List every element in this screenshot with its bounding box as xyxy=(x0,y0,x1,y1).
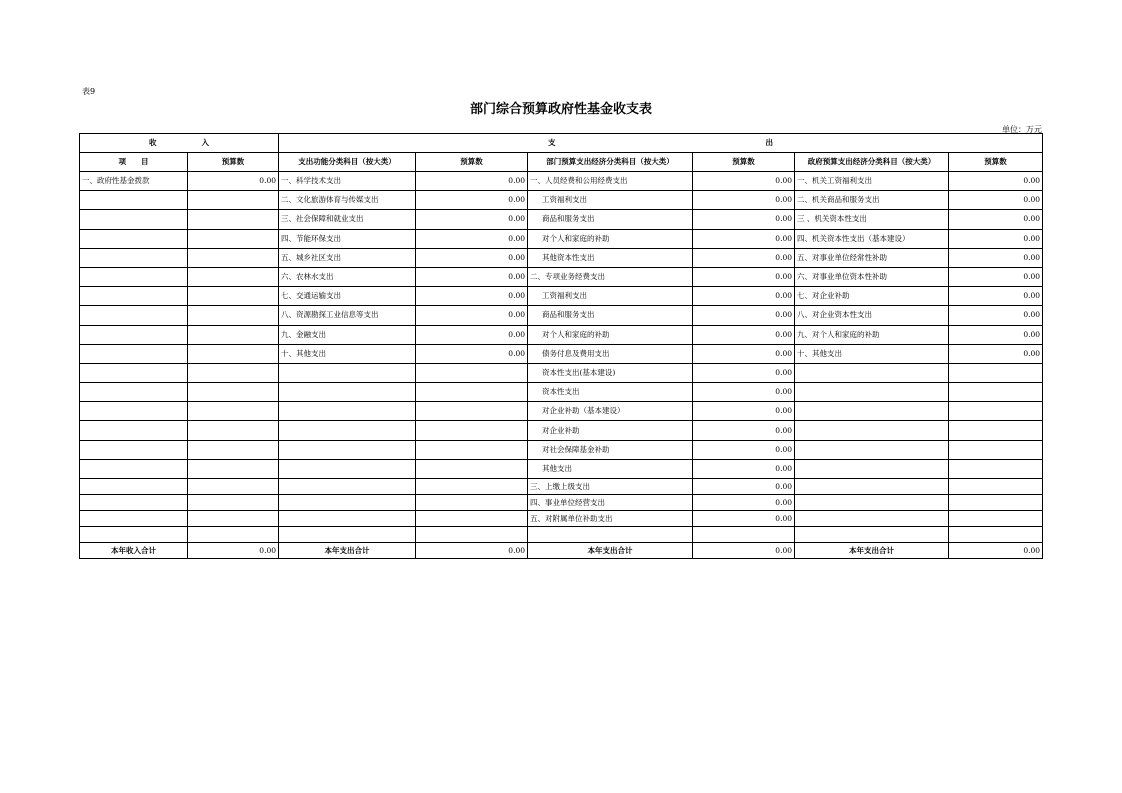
income-item-cell xyxy=(80,210,188,229)
func-item-cell xyxy=(279,511,416,527)
func-item-cell: 十、其他支出 xyxy=(279,344,416,363)
gov-budget-cell xyxy=(949,421,1043,440)
col-header-gov: 政府预算支出经济分类科目（按大类） xyxy=(795,153,949,172)
func-budget-cell: 0.00 xyxy=(416,325,528,344)
gov-item-cell xyxy=(795,479,949,495)
gov-budget-cell: 0.00 xyxy=(949,287,1043,306)
gov-budget-cell xyxy=(949,511,1043,527)
income-budget-cell xyxy=(188,248,279,267)
dept-budget-cell: 0.00 xyxy=(693,229,795,248)
gov-budget-cell xyxy=(949,527,1043,543)
func-item-cell: 五、城乡社区支出 xyxy=(279,248,416,267)
table-row xyxy=(80,479,1043,495)
func-item-cell: 一、科学技术支出 xyxy=(279,172,416,191)
func-budget-cell xyxy=(416,511,528,527)
income-budget-cell xyxy=(188,229,279,248)
func-budget-cell xyxy=(416,402,528,421)
income-item-cell xyxy=(80,402,188,421)
page-title: 部门综合预算政府性基金收支表 xyxy=(469,102,652,117)
income-item-cell: 一、政府性基金拨款 xyxy=(80,172,188,191)
func-item-cell xyxy=(279,479,416,495)
func-budget-cell: 0.00 xyxy=(416,210,528,229)
func-budget-cell: 0.00 xyxy=(416,267,528,286)
func-budget-cell xyxy=(416,421,528,440)
column-header-row xyxy=(80,153,1043,172)
func-item-cell: 九、金融支出 xyxy=(279,325,416,344)
dept-item-cell xyxy=(528,527,693,543)
gov-budget-cell: 0.00 xyxy=(949,191,1043,210)
func-budget-cell: 0.00 xyxy=(416,306,528,325)
gov-budget-cell: 0.00 xyxy=(949,325,1043,344)
income-budget-cell xyxy=(188,527,279,543)
func-budget-cell: 0.00 xyxy=(416,248,528,267)
gov-budget-cell: 0.00 xyxy=(949,344,1043,363)
table-row xyxy=(80,402,1043,421)
dept-budget-cell xyxy=(693,527,795,543)
table-row xyxy=(80,527,1043,543)
func-item-cell xyxy=(279,527,416,543)
func-item-cell xyxy=(279,402,416,421)
col-header-func: 支出功能分类科目（按大类） xyxy=(279,153,416,172)
table-row xyxy=(80,248,1043,267)
func-item-cell xyxy=(279,383,416,402)
gov-item-cell: 四、机关资本性支出（基本建设） xyxy=(795,229,949,248)
col-header-dept: 部门预算支出经济分类科目（按大类） xyxy=(528,153,693,172)
func-budget-cell xyxy=(416,479,528,495)
dept-budget-cell: 0.00 xyxy=(693,267,795,286)
col-header-budget: 预算数 xyxy=(188,153,279,172)
table-number: 表9 xyxy=(82,87,96,96)
income-budget-cell xyxy=(188,191,279,210)
income-item-cell xyxy=(80,344,188,363)
table-row xyxy=(80,306,1043,325)
dept-budget-cell: 0.00 xyxy=(693,306,795,325)
dept-budget-cell: 0.00 xyxy=(693,459,795,478)
dept-budget-cell: 0.00 xyxy=(693,191,795,210)
func-item-cell: 三、社会保障和就业支出 xyxy=(279,210,416,229)
table-row xyxy=(80,440,1043,459)
dept-item-cell: 资本性支出 xyxy=(528,383,693,402)
dept-item-cell: 三、上缴上级支出 xyxy=(528,479,693,495)
table-row xyxy=(80,363,1043,382)
dept-item-cell: 其他资本性支出 xyxy=(528,248,693,267)
func-budget-cell: 0.00 xyxy=(416,344,528,363)
gov-item-cell: 九、对个人和家庭的补助 xyxy=(795,325,949,344)
table-row xyxy=(80,191,1043,210)
gov-item-cell: 三 、机关资本性支出 xyxy=(795,210,949,229)
income-item-cell xyxy=(80,248,188,267)
col-header-budget: 预算数 xyxy=(949,153,1043,172)
func-item-cell: 六、农林水支出 xyxy=(279,267,416,286)
func-budget-cell: 0.00 xyxy=(416,172,528,191)
income-section-header: 收 入 xyxy=(80,134,279,153)
col-header-budget: 预算数 xyxy=(693,153,795,172)
section-header-row xyxy=(80,134,1043,153)
income-budget-cell: 0.00 xyxy=(188,172,279,191)
dept-budget-cell: 0.00 xyxy=(693,325,795,344)
table-row xyxy=(80,172,1043,191)
income-total-value: 0.00 xyxy=(188,543,279,559)
table-row xyxy=(80,210,1043,229)
income-item-cell xyxy=(80,440,188,459)
dept-item-cell: 商品和服务支出 xyxy=(528,306,693,325)
func-item-cell: 二、文化旅游体育与传媒支出 xyxy=(279,191,416,210)
income-item-cell xyxy=(80,383,188,402)
func-budget-cell xyxy=(416,495,528,511)
func-budget-cell xyxy=(416,527,528,543)
dept-item-cell: 对社会保障基金补助 xyxy=(528,440,693,459)
gov-budget-cell xyxy=(949,402,1043,421)
gov-item-cell xyxy=(795,421,949,440)
gov-item-cell xyxy=(795,495,949,511)
income-item-cell xyxy=(80,306,188,325)
dept-item-cell: 对企业补助 xyxy=(528,421,693,440)
dept-item-cell: 对个人和家庭的补助 xyxy=(528,229,693,248)
dept-item-cell: 债务付息及费用支出 xyxy=(528,344,693,363)
dept-budget-cell: 0.00 xyxy=(693,172,795,191)
func-total-value: 0.00 xyxy=(416,543,528,559)
budget-table xyxy=(79,133,1043,559)
income-budget-cell xyxy=(188,363,279,382)
dept-budget-cell: 0.00 xyxy=(693,421,795,440)
gov-budget-cell xyxy=(949,495,1043,511)
income-item-cell xyxy=(80,459,188,478)
income-item-cell xyxy=(80,511,188,527)
gov-total-value: 0.00 xyxy=(949,543,1043,559)
col-header-budget: 预算数 xyxy=(416,153,528,172)
income-item-cell xyxy=(80,287,188,306)
income-budget-cell xyxy=(188,267,279,286)
func-budget-cell xyxy=(416,363,528,382)
income-item-cell xyxy=(80,363,188,382)
func-item-cell xyxy=(279,459,416,478)
income-item-cell xyxy=(80,229,188,248)
func-item-cell: 七、交通运输支出 xyxy=(279,287,416,306)
dept-budget-cell: 0.00 xyxy=(693,210,795,229)
income-item-cell xyxy=(80,267,188,286)
dept-budget-cell: 0.00 xyxy=(693,402,795,421)
total-row xyxy=(80,543,1043,559)
income-item-cell xyxy=(80,479,188,495)
unit-label: 单位：万元 xyxy=(1002,125,1042,134)
table-row xyxy=(80,495,1043,511)
gov-budget-cell xyxy=(949,479,1043,495)
income-budget-cell xyxy=(188,440,279,459)
table-row xyxy=(80,229,1043,248)
gov-item-cell: 八、对企业资本性支出 xyxy=(795,306,949,325)
table-row xyxy=(80,459,1043,478)
func-item-cell: 八、资源勘探工业信息等支出 xyxy=(279,306,416,325)
table-row xyxy=(80,325,1043,344)
dept-item-cell: 工资福利支出 xyxy=(528,287,693,306)
dept-item-cell: 四、事业单位经营支出 xyxy=(528,495,693,511)
income-budget-cell xyxy=(188,511,279,527)
income-item-cell xyxy=(80,421,188,440)
dept-total-value: 0.00 xyxy=(693,543,795,559)
income-item-cell xyxy=(80,325,188,344)
table-row xyxy=(80,511,1043,527)
func-item-cell xyxy=(279,421,416,440)
dept-total-label: 本年支出合计 xyxy=(528,543,693,559)
dept-budget-cell: 0.00 xyxy=(693,479,795,495)
gov-budget-cell: 0.00 xyxy=(949,229,1043,248)
income-item-cell xyxy=(80,495,188,511)
gov-budget-cell: 0.00 xyxy=(949,248,1043,267)
income-budget-cell xyxy=(188,383,279,402)
dept-budget-cell: 0.00 xyxy=(693,511,795,527)
income-total-label: 本年收入合计 xyxy=(80,543,188,559)
table-row xyxy=(80,267,1043,286)
dept-item-cell: 其他支出 xyxy=(528,459,693,478)
func-item-cell xyxy=(279,440,416,459)
table-row xyxy=(80,383,1043,402)
gov-total-label: 本年支出合计 xyxy=(795,543,949,559)
gov-item-cell: 十、其他支出 xyxy=(795,344,949,363)
func-total-label: 本年支出合计 xyxy=(279,543,416,559)
func-budget-cell xyxy=(416,383,528,402)
dept-item-cell: 工资福利支出 xyxy=(528,191,693,210)
dept-budget-cell: 0.00 xyxy=(693,248,795,267)
gov-item-cell xyxy=(795,383,949,402)
income-budget-cell xyxy=(188,344,279,363)
gov-budget-cell: 0.00 xyxy=(949,306,1043,325)
income-budget-cell xyxy=(188,325,279,344)
gov-item-cell xyxy=(795,527,949,543)
gov-item-cell: 一、机关工资福利支出 xyxy=(795,172,949,191)
gov-item-cell: 六、对事业单位资本性补助 xyxy=(795,267,949,286)
func-budget-cell xyxy=(416,440,528,459)
gov-budget-cell: 0.00 xyxy=(949,172,1043,191)
gov-budget-cell xyxy=(949,459,1043,478)
expense-section-header: 支 出 xyxy=(279,134,1043,153)
gov-item-cell xyxy=(795,363,949,382)
table-row xyxy=(80,421,1043,440)
gov-item-cell: 五、对事业单位经常性补助 xyxy=(795,248,949,267)
dept-budget-cell: 0.00 xyxy=(693,440,795,459)
income-budget-cell xyxy=(188,479,279,495)
income-budget-cell xyxy=(188,306,279,325)
income-budget-cell xyxy=(188,402,279,421)
func-budget-cell: 0.00 xyxy=(416,191,528,210)
func-item-cell xyxy=(279,495,416,511)
gov-item-cell: 二、机关商品和服务支出 xyxy=(795,191,949,210)
dept-item-cell: 资本性支出(基本建设) xyxy=(528,363,693,382)
dept-item-cell: 五、对附属单位补助支出 xyxy=(528,511,693,527)
func-budget-cell: 0.00 xyxy=(416,287,528,306)
gov-budget-cell xyxy=(949,383,1043,402)
gov-item-cell: 七、对企业补助 xyxy=(795,287,949,306)
gov-budget-cell: 0.00 xyxy=(949,267,1043,286)
income-item-cell xyxy=(80,191,188,210)
dept-item-cell: 商品和服务支出 xyxy=(528,210,693,229)
gov-item-cell xyxy=(795,459,949,478)
gov-item-cell xyxy=(795,402,949,421)
table-row xyxy=(80,287,1043,306)
func-item-cell: 四、节能环保支出 xyxy=(279,229,416,248)
dept-budget-cell: 0.00 xyxy=(693,287,795,306)
col-header-item: 项 目 xyxy=(80,153,188,172)
gov-budget-cell: 0.00 xyxy=(949,210,1043,229)
income-budget-cell xyxy=(188,421,279,440)
income-budget-cell xyxy=(188,495,279,511)
income-item-cell xyxy=(80,527,188,543)
gov-budget-cell xyxy=(949,363,1043,382)
gov-budget-cell xyxy=(949,440,1043,459)
table-row xyxy=(80,344,1043,363)
gov-item-cell xyxy=(795,440,949,459)
func-budget-cell xyxy=(416,459,528,478)
dept-budget-cell: 0.00 xyxy=(693,495,795,511)
dept-item-cell: 一、人员经费和公用经费支出 xyxy=(528,172,693,191)
func-item-cell xyxy=(279,363,416,382)
dept-item-cell: 对企业补助（基本建设） xyxy=(528,402,693,421)
income-budget-cell xyxy=(188,459,279,478)
dept-budget-cell: 0.00 xyxy=(693,363,795,382)
dept-item-cell: 对个人和家庭的补助 xyxy=(528,325,693,344)
dept-budget-cell: 0.00 xyxy=(693,344,795,363)
income-budget-cell xyxy=(188,210,279,229)
income-budget-cell xyxy=(188,287,279,306)
func-budget-cell: 0.00 xyxy=(416,229,528,248)
dept-item-cell: 二、专项业务经费支出 xyxy=(528,267,693,286)
dept-budget-cell: 0.00 xyxy=(693,383,795,402)
gov-item-cell xyxy=(795,511,949,527)
